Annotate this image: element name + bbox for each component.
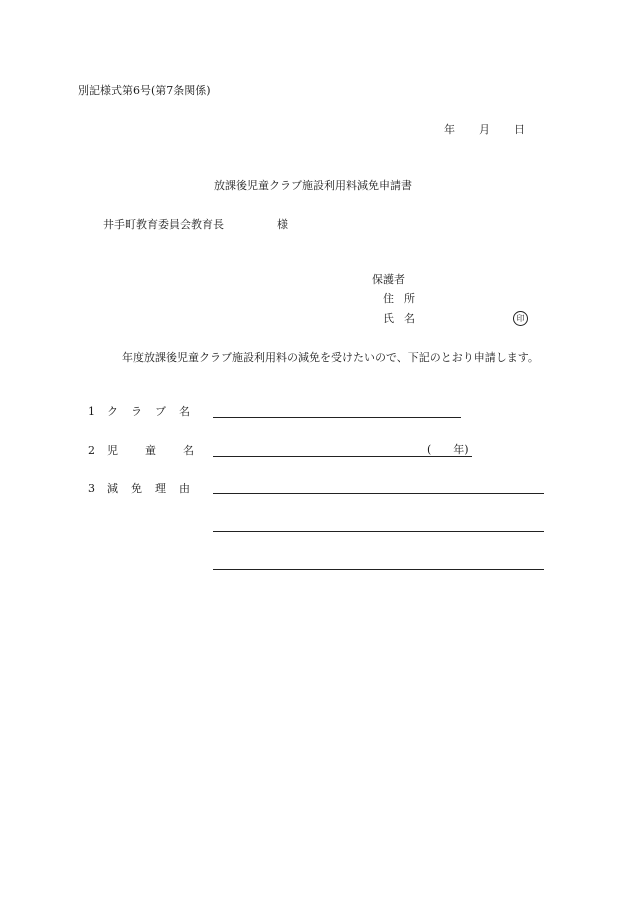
date-line xyxy=(444,123,525,137)
club-name-field-line[interactable] xyxy=(213,417,461,418)
item-label-text: 減免理由 xyxy=(107,482,203,495)
grade-label: 年) xyxy=(453,443,469,456)
date-year-label: 年 xyxy=(444,123,455,136)
seal-mark: 印 xyxy=(513,311,528,326)
reason-field-line-1[interactable] xyxy=(213,493,544,494)
item-child-name-label xyxy=(88,444,221,458)
request-statement: 年度放課後児童クラブ施設利用料の減免を受けたいので、下記のとおり申請します。 xyxy=(122,351,539,364)
document-title-text: 放課後児童クラブ施設利用料減免申請書 xyxy=(214,179,412,192)
addressee-name: 井手町教育委員会教育長 xyxy=(103,218,224,231)
item-label-text: 児童名 xyxy=(107,444,221,457)
date-day-label: 日 xyxy=(514,123,525,136)
item-club-name-label xyxy=(88,405,203,419)
addressee-honorific: 様 xyxy=(277,218,288,231)
item-label-text: クラブ名 xyxy=(107,405,203,418)
reason-field-line-2[interactable] xyxy=(213,531,544,532)
item-number: 3 xyxy=(88,482,95,495)
address-label: 住所 xyxy=(383,292,425,305)
grade-field xyxy=(427,443,469,457)
guardian-label: 保護者 xyxy=(372,273,405,286)
item-number: 1 xyxy=(88,405,95,418)
form-reference: 別記様式第6号(第7条関係) xyxy=(78,84,211,97)
date-month-label: 月 xyxy=(479,123,490,136)
item-number: 2 xyxy=(88,444,95,457)
grade-open-paren: ( xyxy=(427,443,432,456)
name-label: 氏名 xyxy=(383,312,425,325)
reason-field-line-3[interactable] xyxy=(213,569,544,570)
document-title xyxy=(0,179,630,193)
item-reason-label xyxy=(88,482,203,496)
